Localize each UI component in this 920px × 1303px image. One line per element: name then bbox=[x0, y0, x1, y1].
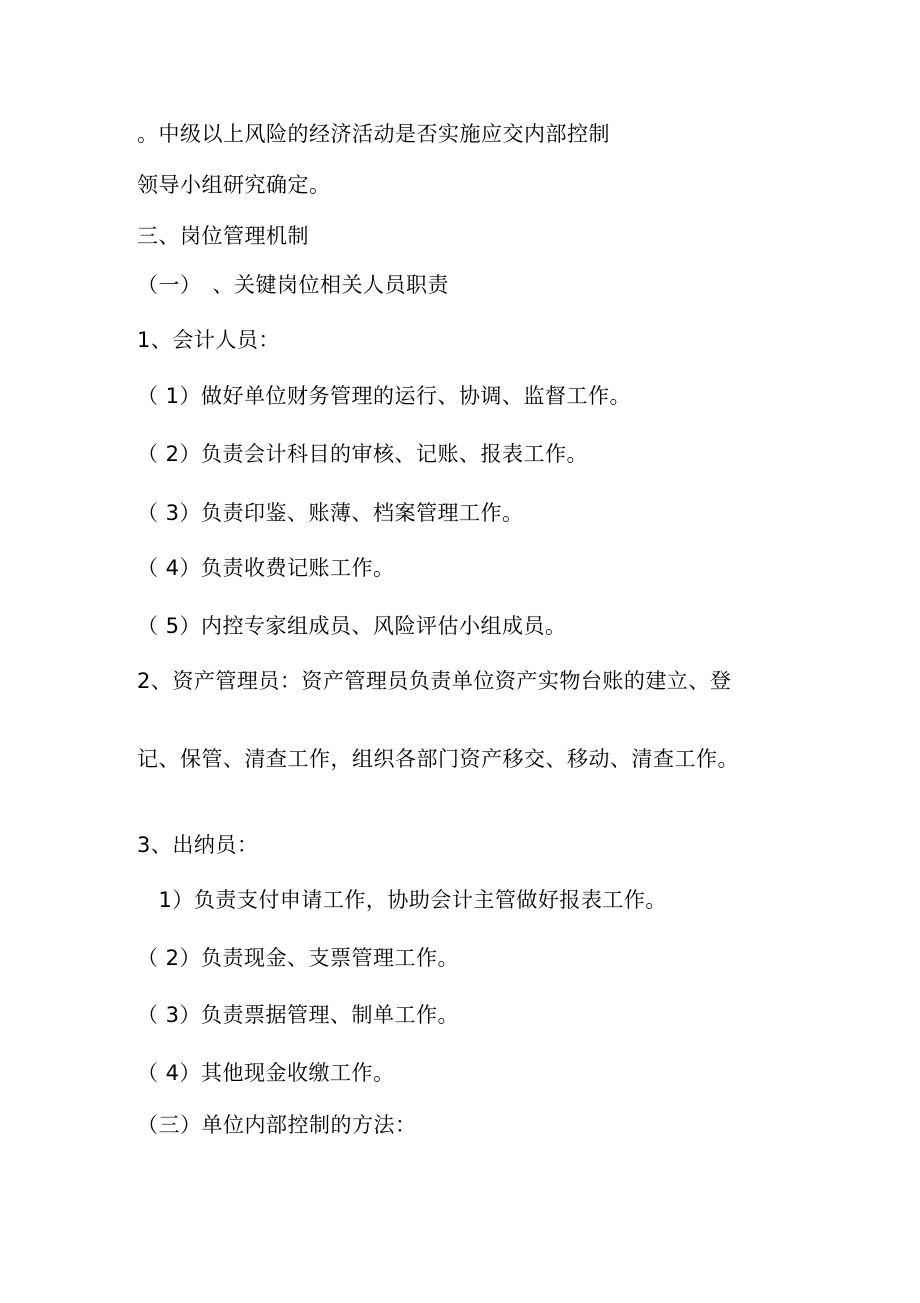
accountant-duty-3: （ 3）负责印鉴、账薄、档案管理工作。 bbox=[137, 501, 524, 525]
section-heading-3: 三、岗位管理机制 bbox=[137, 224, 309, 248]
accountant-duty-2: （ 2）负责会计科目的审核、记账、报表工作。 bbox=[137, 442, 589, 466]
subsection-heading-1: （一） 、关键岗位相关人员职责 bbox=[137, 273, 449, 297]
accountant-duty-1: （ 1）做好单位财务管理的运行、协调、监督工作。 bbox=[137, 384, 632, 408]
cashier-duty-4: （ 4）其他现金收缴工作。 bbox=[137, 1061, 395, 1085]
asset-manager-paragraph-2: 记、保管、清查工作，组织各部门资产移交、移动、清查工作。 bbox=[137, 747, 739, 771]
item-heading-accountant: 1、会计人员： bbox=[137, 328, 280, 352]
paragraph-line-1: 。中级以上风险的经济活动是否实施应交内部控制 bbox=[137, 122, 610, 146]
cashier-duty-1: 1）负责支付申请工作，协助会计主管做好报表工作。 bbox=[137, 888, 667, 912]
cashier-duty-3: （ 3）负责票据管理、制单工作。 bbox=[137, 1003, 460, 1027]
paragraph-line-2: 领导小组研究确定。 bbox=[137, 173, 331, 197]
item-heading-cashier: 3、出纳员： bbox=[137, 833, 259, 857]
asset-manager-paragraph-1: 2、资产管理员：资产管理员负责单位资产实物台账的建立、登 bbox=[137, 669, 732, 693]
subsection-heading-3: （三）单位内部控制的方法： bbox=[137, 1113, 417, 1137]
accountant-duty-5: （ 5）内控专家组成员、风险评估小组成员。 bbox=[137, 614, 567, 638]
accountant-duty-4: （ 4）负责收费记账工作。 bbox=[137, 556, 395, 580]
cashier-duty-2: （ 2）负责现金、支票管理工作。 bbox=[137, 946, 460, 970]
